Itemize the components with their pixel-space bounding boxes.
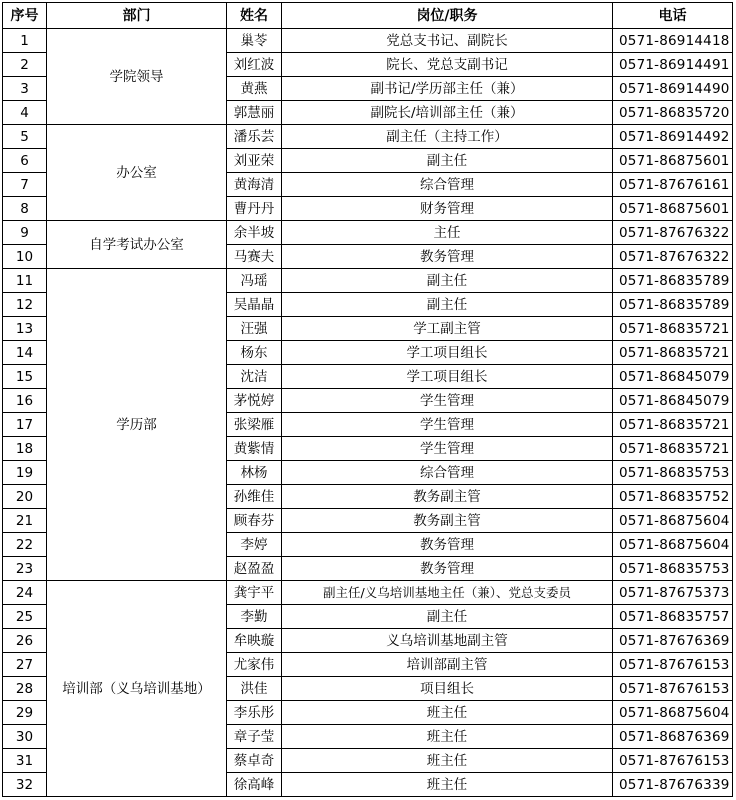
staff-position: 副主任 xyxy=(282,605,613,629)
staff-phone: 0571-87676322 xyxy=(613,221,733,245)
staff-position: 教务管理 xyxy=(282,245,613,269)
staff-name: 杨东 xyxy=(227,341,282,365)
staff-position: 学生管理 xyxy=(282,389,613,413)
staff-phone: 0571-86835721 xyxy=(613,437,733,461)
staff-position: 副主任 xyxy=(282,269,613,293)
staff-name: 潘乐芸 xyxy=(227,125,282,149)
staff-phone: 0571-87676322 xyxy=(613,245,733,269)
staff-phone: 0571-86835721 xyxy=(613,317,733,341)
row-index: 12 xyxy=(3,293,47,317)
staff-phone: 0571-86914491 xyxy=(613,53,733,77)
staff-phone: 0571-86875601 xyxy=(613,197,733,221)
staff-phone: 0571-87676153 xyxy=(613,677,733,701)
staff-name: 蔡卓奇 xyxy=(227,749,282,773)
row-index: 32 xyxy=(3,773,47,797)
staff-position: 主任 xyxy=(282,221,613,245)
staff-position: 副主任/义乌培训基地主任（兼）、党总支委员 xyxy=(282,581,613,605)
row-index: 11 xyxy=(3,269,47,293)
staff-position: 教务管理 xyxy=(282,557,613,581)
header-department: 部门 xyxy=(47,3,227,29)
staff-phone: 0571-86875604 xyxy=(613,533,733,557)
staff-position: 教务副主管 xyxy=(282,485,613,509)
staff-name: 李勤 xyxy=(227,605,282,629)
staff-phone: 0571-86835757 xyxy=(613,605,733,629)
staff-name: 沈洁 xyxy=(227,365,282,389)
staff-name: 徐高峰 xyxy=(227,773,282,797)
row-index: 13 xyxy=(3,317,47,341)
row-index: 25 xyxy=(3,605,47,629)
staff-name: 余半坡 xyxy=(227,221,282,245)
staff-phone: 0571-86875604 xyxy=(613,509,733,533)
header-index: 序号 xyxy=(3,3,47,29)
staff-phone: 0571-86875601 xyxy=(613,149,733,173)
department-cell: 培训部（义乌培训基地） xyxy=(47,581,227,797)
staff-position: 综合管理 xyxy=(282,173,613,197)
staff-name: 茅悦婷 xyxy=(227,389,282,413)
staff-phone: 0571-86835789 xyxy=(613,269,733,293)
staff-position: 副院长/培训部主任（兼） xyxy=(282,101,613,125)
staff-position: 副主任 xyxy=(282,293,613,317)
row-index: 17 xyxy=(3,413,47,437)
staff-name: 吴晶晶 xyxy=(227,293,282,317)
staff-position: 副主任 xyxy=(282,149,613,173)
staff-phone: 0571-87675373 xyxy=(613,581,733,605)
staff-name: 冯瑶 xyxy=(227,269,282,293)
staff-name: 张梁雁 xyxy=(227,413,282,437)
staff-phone: 0571-86835720 xyxy=(613,101,733,125)
staff-position: 综合管理 xyxy=(282,461,613,485)
row-index: 16 xyxy=(3,389,47,413)
row-index: 21 xyxy=(3,509,47,533)
staff-position: 教务管理 xyxy=(282,533,613,557)
staff-position: 财务管理 xyxy=(282,197,613,221)
staff-phone: 0571-86835721 xyxy=(613,341,733,365)
staff-position: 班主任 xyxy=(282,749,613,773)
staff-phone: 0571-86845079 xyxy=(613,365,733,389)
staff-phone: 0571-87676153 xyxy=(613,749,733,773)
staff-phone: 0571-87676369 xyxy=(613,629,733,653)
header-position: 岗位/职务 xyxy=(282,3,613,29)
staff-position: 学工项目组长 xyxy=(282,365,613,389)
staff-name: 曹丹丹 xyxy=(227,197,282,221)
row-index: 24 xyxy=(3,581,47,605)
row-index: 4 xyxy=(3,101,47,125)
header-phone: 电话 xyxy=(613,3,733,29)
staff-position: 教务副主管 xyxy=(282,509,613,533)
staff-name: 刘亚荣 xyxy=(227,149,282,173)
staff-position: 副主任（主持工作） xyxy=(282,125,613,149)
staff-name: 郭慧丽 xyxy=(227,101,282,125)
staff-position: 党总支书记、副院长 xyxy=(282,29,613,53)
header-row xyxy=(3,3,733,29)
staff-position: 班主任 xyxy=(282,773,613,797)
department-cell: 学历部 xyxy=(47,269,227,581)
staff-name: 黄燕 xyxy=(227,77,282,101)
row-index: 3 xyxy=(3,77,47,101)
staff-name: 马赛夫 xyxy=(227,245,282,269)
table-row xyxy=(3,29,733,53)
staff-name: 李婷 xyxy=(227,533,282,557)
staff-name: 汪强 xyxy=(227,317,282,341)
staff-position: 项目组长 xyxy=(282,677,613,701)
row-index: 7 xyxy=(3,173,47,197)
staff-phone: 0571-86876369 xyxy=(613,725,733,749)
staff-position: 学生管理 xyxy=(282,437,613,461)
staff-phone: 0571-87676339 xyxy=(613,773,733,797)
staff-name: 赵盈盈 xyxy=(227,557,282,581)
row-index: 1 xyxy=(3,29,47,53)
department-cell: 学院领导 xyxy=(47,29,227,125)
staff-position: 院长、党总支副书记 xyxy=(282,53,613,77)
row-index: 20 xyxy=(3,485,47,509)
staff-phone: 0571-86914418 xyxy=(613,29,733,53)
row-index: 27 xyxy=(3,653,47,677)
row-index: 18 xyxy=(3,437,47,461)
table-row xyxy=(3,269,733,293)
staff-position: 学生管理 xyxy=(282,413,613,437)
staff-phone: 0571-86914492 xyxy=(613,125,733,149)
row-index: 28 xyxy=(3,677,47,701)
row-index: 15 xyxy=(3,365,47,389)
staff-name: 牟映璇 xyxy=(227,629,282,653)
staff-name: 尤家伟 xyxy=(227,653,282,677)
staff-name: 章子莹 xyxy=(227,725,282,749)
staff-phone: 0571-86875604 xyxy=(613,701,733,725)
row-index: 23 xyxy=(3,557,47,581)
staff-phone: 0571-87676153 xyxy=(613,653,733,677)
staff-position: 培训部副主管 xyxy=(282,653,613,677)
table-row xyxy=(3,125,733,149)
table-row xyxy=(3,221,733,245)
staff-phone: 0571-86914490 xyxy=(613,77,733,101)
staff-phone: 0571-87676161 xyxy=(613,173,733,197)
staff-name: 巢苓 xyxy=(227,29,282,53)
staff-phone: 0571-86835753 xyxy=(613,557,733,581)
row-index: 8 xyxy=(3,197,47,221)
staff-name: 龚宇平 xyxy=(227,581,282,605)
department-cell: 自学考试办公室 xyxy=(47,221,227,269)
staff-name: 刘红波 xyxy=(227,53,282,77)
row-index: 22 xyxy=(3,533,47,557)
staff-name: 洪佳 xyxy=(227,677,282,701)
table-row xyxy=(3,581,733,605)
staff-phone: 0571-86835753 xyxy=(613,461,733,485)
staff-position: 学工项目组长 xyxy=(282,341,613,365)
row-index: 6 xyxy=(3,149,47,173)
staff-name: 林杨 xyxy=(227,461,282,485)
staff-position: 副书记/学历部主任（兼） xyxy=(282,77,613,101)
department-cell: 办公室 xyxy=(47,125,227,221)
row-index: 19 xyxy=(3,461,47,485)
header-name: 姓名 xyxy=(227,3,282,29)
staff-name: 孙维佳 xyxy=(227,485,282,509)
staff-position: 学工副主管 xyxy=(282,317,613,341)
row-index: 14 xyxy=(3,341,47,365)
row-index: 10 xyxy=(3,245,47,269)
staff-position: 班主任 xyxy=(282,701,613,725)
staff-phone: 0571-86835721 xyxy=(613,413,733,437)
row-index: 9 xyxy=(3,221,47,245)
staff-phone: 0571-86835752 xyxy=(613,485,733,509)
staff-name: 黄海清 xyxy=(227,173,282,197)
row-index: 26 xyxy=(3,629,47,653)
row-index: 31 xyxy=(3,749,47,773)
row-index: 5 xyxy=(3,125,47,149)
staff-phone: 0571-86845079 xyxy=(613,389,733,413)
row-index: 29 xyxy=(3,701,47,725)
row-index: 30 xyxy=(3,725,47,749)
staff-position: 班主任 xyxy=(282,725,613,749)
staff-position: 义乌培训基地副主管 xyxy=(282,629,613,653)
staff-name: 李乐彤 xyxy=(227,701,282,725)
row-index: 2 xyxy=(3,53,47,77)
staff-name: 顾春芬 xyxy=(227,509,282,533)
staff-directory-table xyxy=(2,2,733,797)
staff-phone: 0571-86835789 xyxy=(613,293,733,317)
staff-name: 黄紫情 xyxy=(227,437,282,461)
